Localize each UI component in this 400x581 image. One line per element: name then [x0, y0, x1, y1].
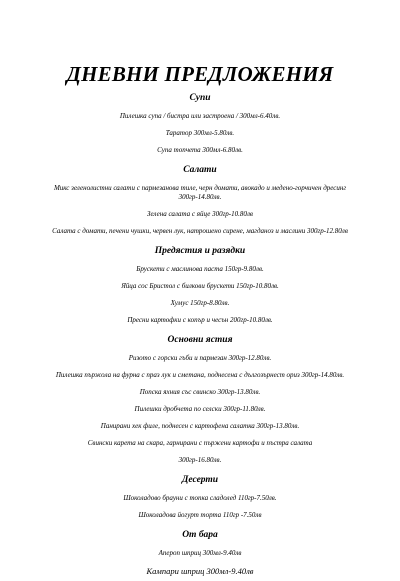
menu-item: Пилешки дробчета по селски 300гр-11.80лв.	[134, 405, 266, 413]
section-soups	[0, 87, 400, 159]
menu-item: Яйца сос Бристол с билкови брускети 150гр-10.80лв.	[121, 282, 279, 290]
menu-item: Панирани хек филе, поднесен с картофена салатка 300гр-13.80лв.	[100, 422, 300, 430]
menu-item: Пилешка супа / бистра или застроена / 300мл-6.40лв.	[119, 112, 281, 120]
menu-item: Хумус 150гр-8.80лв.	[170, 299, 230, 307]
section-starters	[0, 240, 400, 329]
menu-item: Микс зеленолистни салати с пармезанова тиле, черн домати, авокадо и медено-горчичен дресинг 300гр-14.80лв.	[53, 184, 347, 201]
menu-item: Супа топчета 300мл-6.80лв.	[157, 146, 243, 154]
menu-item: Кампари шприц 300мл-9.40лв	[146, 566, 254, 576]
section-heading: От бара	[182, 530, 218, 540]
menu-item: Шоколадова йогурт торта 110гр -7.50лв	[138, 511, 262, 519]
menu-item: Попска яхния със свинско 300гр-13.80лв.	[139, 388, 261, 396]
menu-item: Салата с домати, печени чушки, червен лук, натрошено сирене, магданоз и маслини 300гр-12.80лв	[52, 227, 348, 235]
menu-item: Брускети с маслинова паста 150гр-9.80лв.	[136, 265, 264, 273]
menu-item: Таратор 300мл-5.80лв.	[165, 129, 235, 137]
section-bar	[0, 524, 400, 581]
section-heading: Десерти	[181, 475, 219, 485]
section-desserts	[0, 469, 400, 524]
menu-item: Пилешка пържола на фурна с праз лук и сметана, поднесена с дългозърнест ориз 300гр-14.80лв.	[55, 371, 345, 379]
menu-item: 300гр-16.80лв.	[178, 456, 222, 464]
section-heading: Основни ястия	[167, 335, 233, 345]
menu-item: Пресни картофки с копър и чесън 200гр-10.80лв.	[127, 316, 273, 324]
page-title: ДНЕВНИ ПРЕДЛОЖЕНИЯ	[66, 62, 334, 86]
menu-sections	[0, 87, 400, 581]
section-mains	[0, 329, 400, 469]
section-heading: Предястия и разядки	[154, 246, 246, 256]
menu-item: Апероп шприц 300мл-9.40лв	[158, 549, 242, 557]
menu-item: Зелена салата с яйце 300гр-10.80лв	[147, 210, 253, 218]
section-heading: Супи	[189, 93, 211, 103]
menu-item: Ризото с горски гъби и пармезан 300гр-12.80лв.	[128, 354, 272, 362]
menu-item: Шоколадово брауни с топка сладолед 110гр-7.50лв.	[123, 494, 277, 502]
section-heading: Салати	[183, 165, 217, 175]
menu-item: Свински карета на скара, гарнирани с пържени картофи и пъстра салата	[87, 439, 313, 447]
section-salads	[0, 159, 400, 240]
